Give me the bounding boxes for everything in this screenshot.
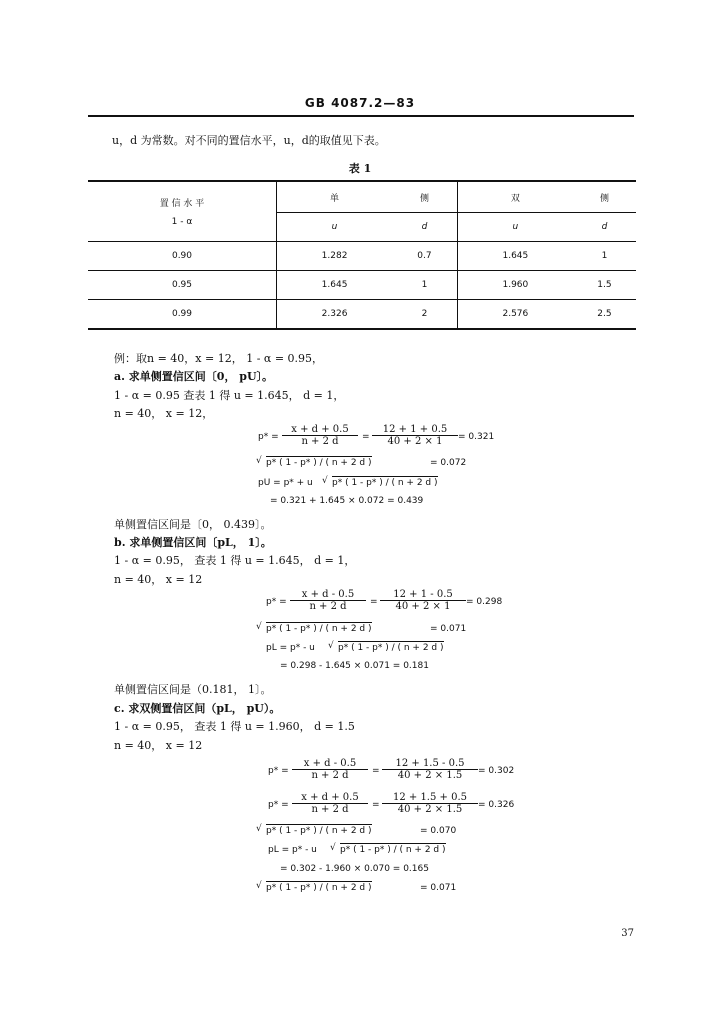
part-b-line1: 1 - α = 0.95， 查表 1 得 u = 1.645， d = 1， <box>114 554 356 567</box>
table-cell: 1.960 <box>457 271 573 300</box>
formula-result: = 0.071 <box>420 883 457 893</box>
conf-level-sub: 1 - α <box>171 217 193 227</box>
equals-sign: = <box>362 432 370 442</box>
example-line: 例：取n = 40，x = 12， 1 - α = 0.95， <box>114 352 324 365</box>
radicand: p* ( 1 - p* ) / ( n + 2 d ) <box>332 478 438 488</box>
formula-line: = 0.302 - 1.960 × 0.070 = 0.165 <box>280 864 429 874</box>
fraction <box>292 758 368 781</box>
table-cell: 1 <box>392 271 457 300</box>
part-c-title: c. 求双侧置信区间（pL， pU）。 <box>114 702 281 715</box>
table-cell: 0.95 <box>88 271 277 300</box>
fraction-den: 40 + 2 × 1.5 <box>397 804 463 815</box>
table-cell: 0.90 <box>88 242 277 271</box>
fraction <box>382 792 478 815</box>
part-a-line1: 1 - α = 0.95 查表 1 得 u = 1.645， d = 1， <box>114 389 345 402</box>
formula-line: = 0.298 - 1.645 × 0.071 = 0.181 <box>280 661 429 671</box>
fraction-den: 40 + 2 × 1 <box>395 601 451 612</box>
formula-result: = 0.302 <box>478 766 515 776</box>
formula-result: = 0.071 <box>430 624 467 634</box>
formula-lhs: p* = <box>258 432 279 442</box>
part-a-line2: n = 40， x = 12， <box>114 407 214 420</box>
table-cell: 0.7 <box>392 242 457 271</box>
sqrt-icon: √ <box>322 476 328 486</box>
table-row <box>88 300 636 330</box>
fraction-den: n + 2 d <box>309 601 347 612</box>
formula-lhs: p* = <box>266 597 287 607</box>
fraction-den: n + 2 d <box>311 770 349 781</box>
formula-line: = 0.321 + 1.645 × 0.072 = 0.439 <box>270 496 424 506</box>
fraction-num: 12 + 1.5 - 0.5 <box>382 758 478 770</box>
table-cell: 2 <box>392 300 457 330</box>
sub-u-double: u <box>457 213 573 242</box>
fraction-num: x + d - 0.5 <box>290 589 366 601</box>
fraction <box>380 589 466 612</box>
radicand: p* ( 1 - p* ) / ( n + 2 d ) <box>266 883 372 893</box>
table-cell: 1 <box>573 242 636 271</box>
equals-sign: = <box>372 800 380 810</box>
part-b-line2: n = 40， x = 12 <box>114 573 203 586</box>
fraction-num: x + d - 0.5 <box>292 758 368 770</box>
fraction-den: 40 + 2 × 1 <box>387 436 443 447</box>
radicand: p* ( 1 - p* ) / ( n + 2 d ) <box>338 643 444 653</box>
part-a-title: a. 求单侧置信区间〔0， pU〕。 <box>114 370 274 383</box>
part-c-line2: n = 40， x = 12 <box>114 739 203 752</box>
table-cell: 2.576 <box>457 300 573 330</box>
part-b-result: 单侧置信区间是（0.181， 1〕。 <box>114 683 272 696</box>
fraction-num: 12 + 1 + 0.5 <box>372 424 458 436</box>
fraction-num: x + d + 0.5 <box>282 424 358 436</box>
fraction-den: n + 2 d <box>301 436 339 447</box>
formula-result: = 0.326 <box>478 800 515 810</box>
formula-lhs: pL = p* - u <box>268 845 317 855</box>
formula-result: = 0.070 <box>420 826 457 836</box>
formula-lhs: p* = <box>268 766 289 776</box>
formula-lhs: pL = p* - u <box>266 643 315 653</box>
sqrt-icon: √ <box>328 641 334 651</box>
formula-lhs: p* = <box>268 800 289 810</box>
part-c-line1: 1 - α = 0.95， 查表 1 得 u = 1.960， d = 1.5 <box>114 720 355 733</box>
fraction-den: 40 + 2 × 1.5 <box>397 770 463 781</box>
fraction-den: n + 2 d <box>311 804 349 815</box>
single-side-h1: 单 <box>277 181 393 213</box>
radicand: p* ( 1 - p* ) / ( n + 2 d ) <box>266 458 372 468</box>
fraction-num: x + d + 0.5 <box>292 792 368 804</box>
header-rule <box>88 115 634 117</box>
formula-result: = 0.321 <box>458 432 495 442</box>
fraction <box>372 424 458 447</box>
sub-d-double: d <box>573 213 636 242</box>
table-cell: 2.5 <box>573 300 636 330</box>
table-cell: 2.326 <box>277 300 393 330</box>
double-side-h1: 双 <box>457 181 573 213</box>
fraction <box>290 589 366 612</box>
intro-text: u，d 为常数。对不同的置信水平，u，d的取值见下表。 <box>112 134 386 147</box>
fraction-num: 12 + 1.5 + 0.5 <box>382 792 478 804</box>
sub-d-single: d <box>392 213 457 242</box>
radicand: p* ( 1 - p* ) / ( n + 2 d ) <box>266 826 372 836</box>
single-side-h2: 侧 <box>392 181 457 213</box>
table-cell: 1.645 <box>457 242 573 271</box>
table-cell: 1.645 <box>277 271 393 300</box>
sub-u-single: u <box>277 213 393 242</box>
formula-result: = 0.072 <box>430 458 467 468</box>
fraction-num: 12 + 1 - 0.5 <box>380 589 466 601</box>
page-header: GB 4087.2—83 <box>304 96 416 110</box>
formula-result: = 0.298 <box>466 597 503 607</box>
table-cell: 0.99 <box>88 300 277 330</box>
sqrt-icon: √ <box>330 843 336 853</box>
part-a-result: 单侧置信区间是〔0， 0.439〕。 <box>114 518 272 531</box>
table-cell: 1.282 <box>277 242 393 271</box>
part-b-title: b. 求单侧置信区间〔pL， 1〕。 <box>114 536 272 549</box>
equals-sign: = <box>372 766 380 776</box>
fraction <box>382 758 478 781</box>
sqrt-icon: √ <box>256 622 262 632</box>
page-number: 37 <box>621 928 634 939</box>
table-cell: 1.5 <box>573 271 636 300</box>
formula-lhs: pU = p* + u <box>258 478 313 488</box>
equals-sign: = <box>370 597 378 607</box>
sqrt-icon: √ <box>256 824 262 834</box>
double-side-h2: 侧 <box>573 181 636 213</box>
radicand: p* ( 1 - p* ) / ( n + 2 d ) <box>266 624 372 634</box>
sqrt-icon: √ <box>256 881 262 891</box>
params-table <box>88 180 636 330</box>
table-row <box>88 242 636 271</box>
table-row <box>88 271 636 300</box>
radicand: p* ( 1 - p* ) / ( n + 2 d ) <box>340 845 446 855</box>
fraction <box>292 792 368 815</box>
table-title: 表 1 <box>348 162 372 175</box>
sqrt-icon: √ <box>256 456 262 466</box>
fraction <box>282 424 358 447</box>
conf-level-header: 置 信 水 平 <box>159 199 205 209</box>
